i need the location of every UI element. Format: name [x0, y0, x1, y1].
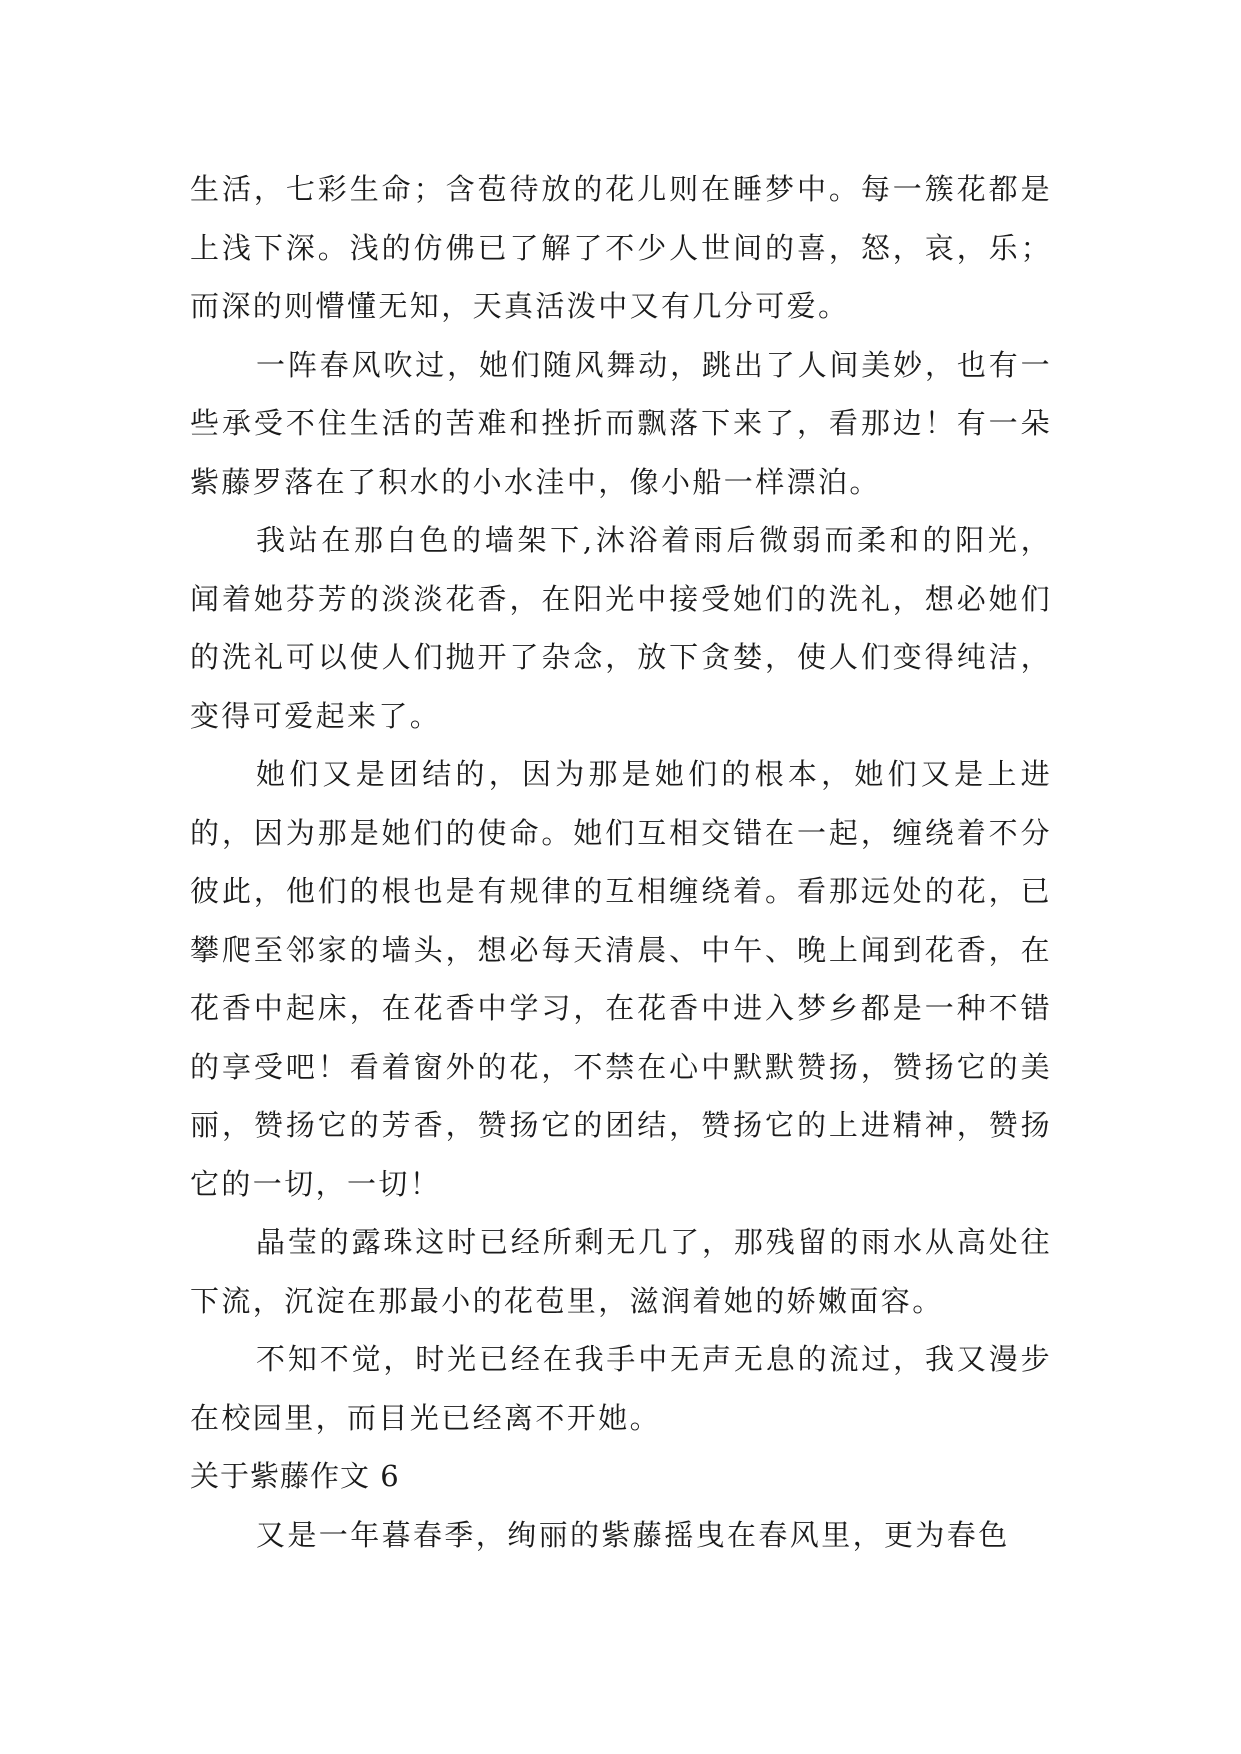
paragraph-7: 又是一年暮春季，绚丽的紫藤摇曳在春风里，更为春色 [256, 1517, 1010, 1552]
paragraph-4: 她们又是团结的，因为那是她们的根本，她们又是上进的，因为那是她们的使命。她们互相交错在一起，缠绕着不分彼此，他们的根也是有规律的互相缠绕着。看那远处的花，已攀爬至邻家的墙头，想必每天清晨、中午、晚上闻到花香，在花香中起床，在花香中学习，在花香中进入梦乡都是一种不错的享受吧！看着窗外的花，不禁在心中默默赞扬，赞扬它的美丽，赞扬它的芳香，赞扬它的团结，赞扬它的上进精神，赞扬它的一切，一切！ [190, 757, 1052, 1201]
document-page [190, 160, 1052, 1564]
paragraph-5: 晶莹的露珠这时已经所剩无几了，那残留的雨水从高处往下流，沉淀在那最小的花苞里，滋润着她的娇嫩面容。 [190, 1225, 1052, 1318]
paragraph-1: 生活，七彩生命；含苞待放的花儿则在睡梦中。每一簇花都是上浅下深。浅的仿佛已了解了不少人世间的喜，怒，哀，乐；而深的则懵懂无知，天真活泼中又有几分可爱。 [190, 172, 1052, 323]
paragraph-2: 一阵春风吹过，她们随风舞动，跳出了人间美妙，也有一些承受不住生活的苦难和挫折而飘落下来了，看那边！有一朵紫藤罗落在了积水的小水洼中，像小船一样漂泊。 [190, 347, 1052, 499]
paragraph-6: 不知不觉，时光已经在我手中无声无息的流过，我又漫步在校园里，而目光已经离不开她。 [190, 1342, 1052, 1435]
paragraph-3: 我站在那白色的墙架下,沐浴着雨后微弱而柔和的阳光，闻着她芬芳的淡淡花香，在阳光中接受她们的洗礼，想必她们的洗礼可以使人们抛开了杂念，放下贪婪，使人们变得纯洁，变得可爱起来了。 [190, 523, 1052, 733]
section-heading: 关于紫藤作文 6 [190, 1459, 400, 1493]
